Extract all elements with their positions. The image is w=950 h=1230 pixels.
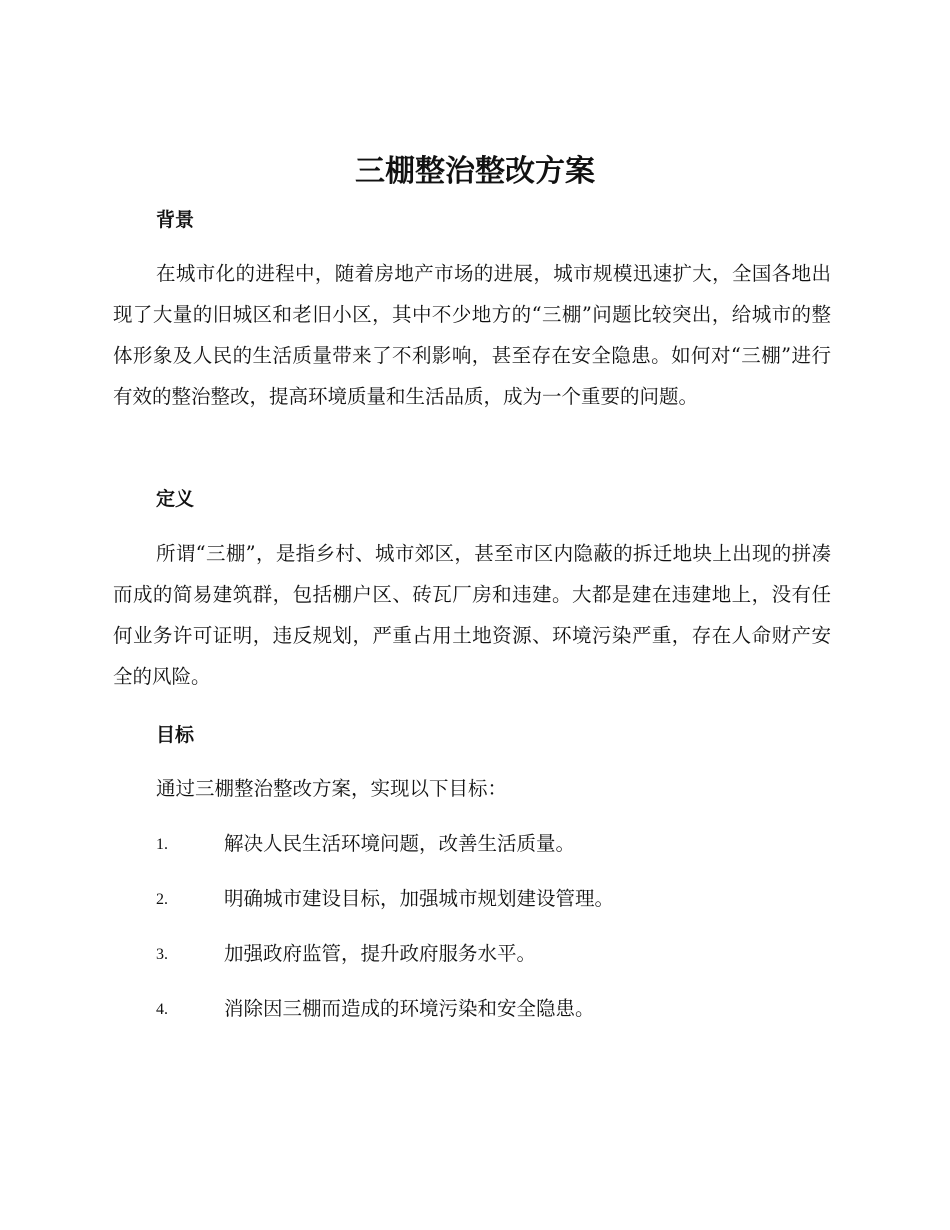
list-text: 消除因三棚而造成的环境污染和安全隐患。 [224,997,595,1020]
list-number: 1. [156,836,168,853]
list-item [156,939,856,969]
list-item [156,829,856,859]
list-item [156,884,856,914]
goals-intro: 通过三棚整治整改方案，实现以下目标： [156,777,508,800]
list-number: 3. [156,946,168,963]
section-heading-definition: 定义 [156,488,195,510]
document-title: 三棚整治整改方案 [355,154,595,189]
paragraph-definition: 所谓“三棚”，是指乡村、城市郊区，甚至市区内隐蔽的拆迁地块上出现的拼凑而成的简易建筑群，包括棚户区、砖瓦厂房和违建。大都是建在违建地上，没有任何业务许可证明，违反规划，严重占用土地资源、环境污染严重，存在人命财产安全的风险。 [113,542,831,688]
section-heading-background: 背景 [156,209,195,231]
list-text: 加强政府监管，提升政府服务水平。 [224,942,537,965]
list-number: 4. [156,1001,168,1018]
list-text: 明确城市建设目标，加强城市规划建设管理。 [224,887,615,910]
list-number: 2. [156,891,168,908]
list-item [156,994,856,1024]
list-text: 解决人民生活环境问题，改善生活质量。 [224,832,576,855]
section-heading-goals: 目标 [156,724,195,746]
paragraph-background: 在城市化的进程中，随着房地产市场的进展，城市规模迅速扩大，全国各地出现了大量的旧城区和老旧小区，其中不少地方的“三棚”问题比较突出，给城市的整体形象及人民的生活质量带来了不利影响，甚至存在安全隐患。如何对“三棚”进行有效的整治整改，提高环境质量和生活品质，成为一个重要的问题。 [113,262,831,408]
